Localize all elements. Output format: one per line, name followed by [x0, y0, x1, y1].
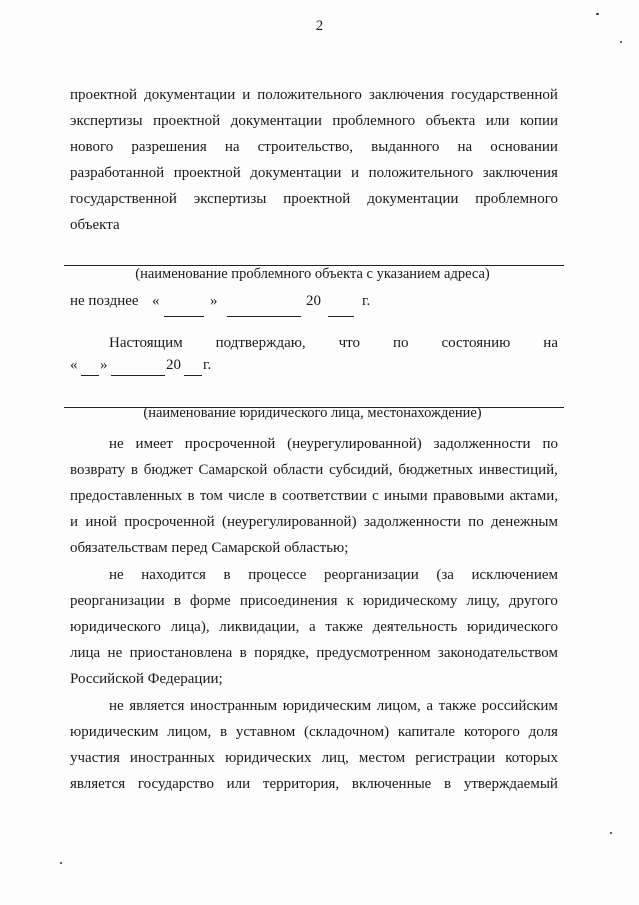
deadline-year-prefix: 20: [306, 293, 321, 309]
deadline-prefix: не позднее: [70, 293, 139, 309]
word: утверждаемый: [463, 776, 558, 792]
word: иными: [384, 488, 428, 504]
text-line: [70, 186, 558, 212]
confirm-year-prefix: 20: [166, 357, 181, 373]
word: задолженности: [363, 514, 461, 530]
word: просроченной: [184, 436, 276, 452]
text-line: [70, 614, 558, 640]
word: лицу,: [466, 593, 500, 609]
word: российским: [481, 698, 558, 714]
word: уставном: [235, 724, 296, 740]
scan-speck: [596, 13, 599, 15]
confirm-sentence: [109, 330, 558, 356]
word: экспертизы: [193, 191, 267, 207]
deadline-close-quote: »: [210, 293, 218, 309]
caption-object-name: (наименование проблемного объекта с указанием адреса): [135, 266, 490, 282]
word: не: [109, 436, 124, 452]
word: бюджетных: [398, 462, 474, 478]
word: юридическому: [363, 593, 458, 609]
deadline-year-suffix: г.: [362, 293, 371, 309]
word: форме: [190, 593, 231, 609]
word: имеет: [135, 436, 173, 452]
caption-legal-entity: (наименование юридического лица, местонахождение): [143, 405, 482, 421]
text-line: [70, 108, 558, 134]
word: проектной: [283, 191, 351, 207]
word: также: [438, 698, 477, 714]
text-line: [70, 719, 558, 745]
word: области: [273, 462, 324, 478]
word: заключения: [368, 87, 445, 103]
text-line: [70, 745, 558, 771]
word: юридическим: [70, 724, 159, 740]
word: капитале: [397, 724, 456, 740]
word: числе: [228, 488, 265, 504]
word: ликвидации,: [219, 619, 300, 635]
deadline-month-blank[interactable]: [227, 316, 301, 317]
word: копии: [519, 113, 558, 129]
word: (за: [436, 567, 454, 583]
word: проектной: [173, 165, 241, 181]
word: юридического: [70, 619, 161, 635]
word: проектной: [70, 87, 138, 103]
word: правовыми: [432, 488, 505, 504]
text-line: [70, 588, 558, 614]
word: иностранных: [129, 750, 216, 766]
word: иной: [85, 514, 117, 530]
word: не: [109, 567, 124, 583]
word: законодательством: [437, 645, 558, 661]
word: положительного: [368, 165, 474, 181]
word: том: [199, 488, 223, 504]
text-line: [70, 509, 558, 535]
word: Самарской: [198, 462, 268, 478]
word: проектной: [153, 113, 221, 129]
word: просроченной: [124, 514, 215, 530]
word: иностранным: [190, 698, 278, 714]
word: в: [223, 567, 231, 583]
word: государство: [137, 776, 214, 792]
word: документации: [230, 113, 322, 129]
word: а: [309, 619, 316, 635]
confirm-open-quote: «: [70, 357, 78, 373]
word: в: [219, 724, 228, 740]
word: процессе: [248, 567, 307, 583]
word: актами,: [509, 488, 558, 504]
paragraph-not-foreign-entity: [70, 693, 558, 797]
word: в: [239, 645, 247, 661]
word: проблемного: [475, 191, 558, 207]
word: лица: [70, 645, 101, 661]
word: также: [325, 619, 363, 635]
word: присоединения: [239, 593, 338, 609]
paragraph-no-reorganization: [70, 562, 558, 692]
word: бюджет: [143, 462, 193, 478]
word: в: [130, 462, 138, 478]
word: лицом,: [376, 698, 421, 714]
word: проблемного: [332, 113, 416, 129]
word: лица),: [170, 619, 210, 635]
word: юридического: [467, 619, 558, 635]
word: по: [468, 514, 484, 530]
word: и: [242, 87, 251, 103]
word: к: [346, 593, 354, 609]
text-line-last: обязательствам перед Самарской областью;: [70, 540, 349, 556]
word: является: [70, 776, 126, 792]
page-number: 2: [315, 18, 324, 34]
word: объекта: [425, 113, 476, 129]
word: территория,: [262, 776, 340, 792]
word: лицом,: [167, 724, 212, 740]
word: государственной: [70, 191, 177, 207]
word: разрешения: [131, 139, 207, 155]
word: по: [542, 436, 558, 452]
word: предусмотренном: [316, 645, 431, 661]
word: заключения: [482, 165, 558, 181]
word: денежным: [491, 514, 558, 530]
word: не: [109, 698, 124, 714]
word: на: [224, 139, 240, 155]
word: документации: [250, 165, 342, 181]
confirm-month-blank[interactable]: [111, 375, 165, 376]
word: Настоящим: [109, 335, 183, 351]
word: реорганизации: [70, 593, 165, 609]
word: приостановлена: [129, 645, 233, 661]
word: на: [457, 139, 473, 155]
word: другого: [508, 593, 558, 609]
word: которых: [505, 750, 558, 766]
word: юридических: [225, 750, 312, 766]
confirm-close-quote: »: [100, 357, 108, 373]
word: (неурегулированной): [287, 436, 422, 452]
word: государственной: [451, 87, 558, 103]
word: задолженности: [433, 436, 531, 452]
text-line: [70, 82, 558, 108]
word: в: [187, 488, 195, 504]
word: основании: [490, 139, 558, 155]
word: а: [426, 698, 433, 714]
confirm-day-blank[interactable]: [81, 375, 99, 376]
word: исключением: [471, 567, 558, 583]
word: (складочном): [303, 724, 390, 740]
word: документации: [367, 191, 459, 207]
word: инвестиций,: [478, 462, 558, 478]
word: регистрации: [415, 750, 496, 766]
word: участия: [70, 750, 120, 766]
word: на: [543, 335, 558, 351]
word: предоставленных: [70, 488, 183, 504]
word: подтверждаю,: [215, 335, 306, 351]
word: состоянию: [441, 335, 511, 351]
word: порядке,: [254, 645, 309, 661]
word: субсидий,: [329, 462, 393, 478]
word: которого: [463, 724, 520, 740]
word: лиц,: [321, 750, 349, 766]
text-line: [70, 693, 558, 719]
word: строительство,: [257, 139, 354, 155]
word: (неурегулированной): [221, 514, 357, 530]
word: является: [129, 698, 185, 714]
word: юридическим: [282, 698, 372, 714]
word: и: [70, 514, 79, 530]
text-line: [70, 483, 558, 509]
text-line: [70, 640, 558, 666]
paragraph-project-documentation: [70, 82, 558, 238]
word: нового: [70, 139, 114, 155]
word: что: [338, 335, 361, 351]
text-line: [70, 431, 558, 457]
deadline-day-blank[interactable]: [164, 316, 204, 317]
word: в: [444, 776, 452, 792]
scan-speck: [620, 41, 622, 43]
scan-speck: [60, 862, 62, 864]
word: документации: [144, 87, 236, 103]
word: включенные: [351, 776, 432, 792]
word: экспертизы: [70, 113, 143, 129]
word: положительного: [257, 87, 362, 103]
confirm-year-blank[interactable]: [184, 375, 202, 376]
word: или: [226, 776, 251, 792]
confirm-year-suffix: г.: [203, 357, 212, 373]
scan-speck: [610, 832, 612, 834]
word: разработанной: [70, 165, 165, 181]
word: выданного: [371, 139, 440, 155]
text-line: [70, 134, 558, 160]
word: находится: [141, 567, 206, 583]
word: в: [269, 488, 277, 504]
text-line: [70, 457, 558, 483]
word: не: [107, 645, 123, 661]
text-line: [70, 160, 558, 186]
text-line: [70, 771, 558, 797]
word: с: [372, 488, 379, 504]
paragraph-no-debt: [70, 431, 558, 561]
word: соответствии: [282, 488, 367, 504]
word: и: [351, 165, 360, 181]
word: в: [173, 593, 181, 609]
word: местом: [358, 750, 406, 766]
deadline-row: [70, 293, 139, 310]
deadline-open-quote: «: [152, 293, 160, 309]
word: доля: [528, 724, 558, 740]
word: по: [392, 335, 409, 351]
text-line-last: Российской Федерации;: [70, 671, 223, 687]
text-line-last: объекта: [70, 217, 120, 233]
word: или: [485, 113, 510, 129]
word: реорганизации: [324, 567, 419, 583]
word: возврату: [70, 462, 126, 478]
text-line: [70, 562, 558, 588]
deadline-year-blank[interactable]: [328, 316, 354, 317]
word: деятельность: [372, 619, 458, 635]
